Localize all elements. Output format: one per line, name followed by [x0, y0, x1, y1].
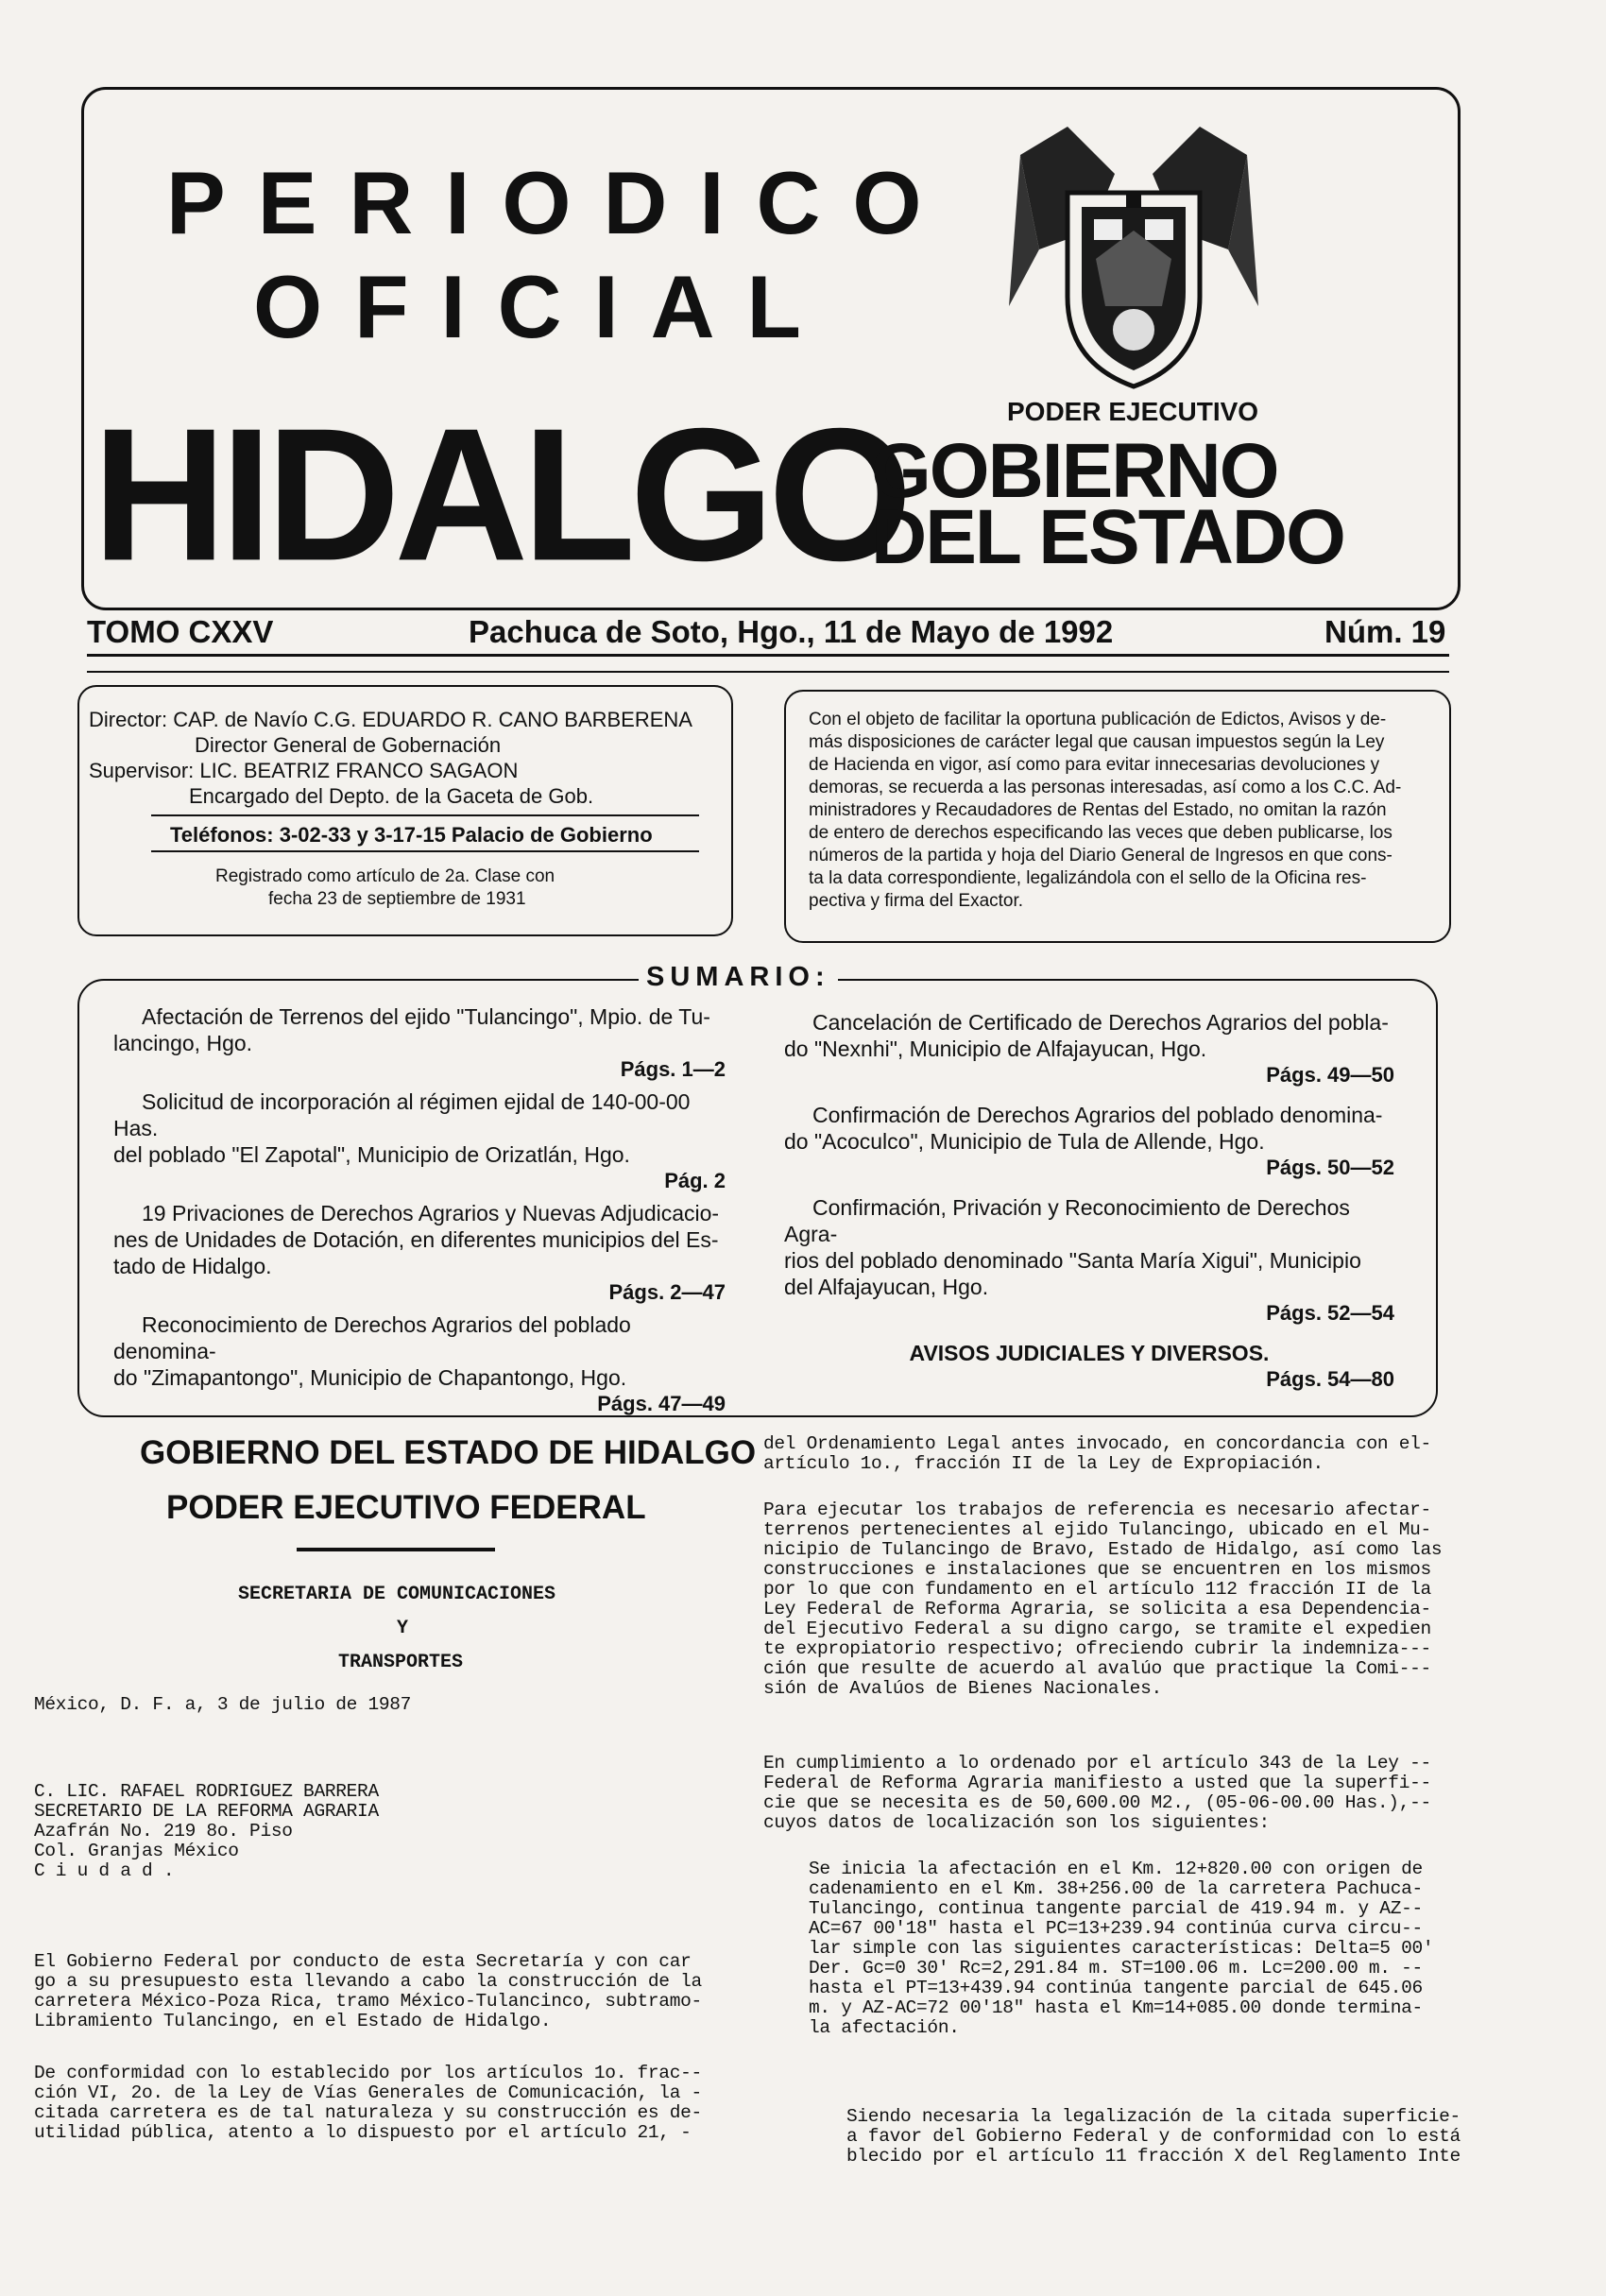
addressee-line: C. LIC. RAFAEL RODRIGUEZ BARRERA: [34, 1781, 379, 1802]
phones-line: Teléfonos: 3-02-33 y 3-17-15 Palacio de Gobierno: [170, 823, 653, 847]
sumario-pages: Págs. 50—52: [1266, 1156, 1394, 1179]
right-paragraph-1: [763, 1434, 1431, 1474]
text-line: Siendo necesaria la legalización de la citada superficie-: [846, 2106, 1461, 2127]
text-line: ción VI, 2o. de la Ley de Vías Generales de Comunicación, la -: [34, 2082, 702, 2103]
text-line: De conformidad con lo establecido por los artículos 1o. frac--: [34, 2063, 702, 2083]
notice-line: Con el objeto de facilitar la oportuna publicación de Edictos, Avisos y de-: [809, 710, 1387, 729]
notice-line: ta la data correspondiente, legalizándola con el sello de la Oficina res-: [809, 868, 1367, 888]
addressee-line: C i u d a d .: [34, 1860, 175, 1881]
text-line: AC=67 00'18" hasta el PC=13+239.94 continúa curva circu--: [809, 1918, 1423, 1939]
notice-line: más disposiciones de carácter legal que causan impuestos según la Ley: [809, 732, 1385, 752]
sumario-entry-line: tado de Hidalgo.: [113, 1254, 272, 1278]
article-head-rule: [297, 1548, 495, 1551]
text-line: a favor del Gobierno Federal y de conformidad con lo está: [846, 2126, 1461, 2147]
text-line: lar simple con las siguientes características: Delta=5 00': [809, 1938, 1434, 1959]
supervisor-role: Encargado del Depto. de la Gaceta de Gob.: [189, 784, 594, 808]
sumario-left-column: [113, 1003, 726, 1423]
text-line: En cumplimiento a lo ordenado por el artículo 343 de la Ley --: [763, 1753, 1431, 1773]
sumario-entry-line: do "Nexnhi", Municipio de Alfajayucan, Hgo.: [784, 1037, 1207, 1061]
notice-line: ministradores y Recaudadores de Rentas del Estado, no omitan la razón: [809, 800, 1387, 820]
sumario-entry: [784, 1340, 1394, 1393]
sumario-entry-line: Reconocimiento de Derechos Agrarios del poblado denomina-: [113, 1312, 631, 1363]
sumario-entry-line: rios del poblado denominado "Santa María Xigui", Municipio: [784, 1248, 1361, 1273]
del-estado-label: DEL ESTADO: [871, 494, 1344, 580]
text-line: cadenamiento en el Km. 38+256.00 de la carretera Pachuca-: [809, 1878, 1423, 1899]
text-line: terrenos pertenecientes al ejido Tulancingo, ubicado en el Mu-: [763, 1519, 1431, 1540]
sumario-entry-line: Solicitud de incorporación al régimen ejidal de 140-00-00 Has.: [113, 1089, 691, 1140]
text-line: del Ordenamiento Legal antes invocado, en concordancia con el-: [763, 1433, 1431, 1454]
gobierno-label: GOBIERNO: [871, 428, 1278, 514]
title-hidalgo: HIDALGO: [93, 388, 907, 601]
notice-text: [809, 709, 1444, 913]
issue-rule: [87, 654, 1449, 657]
sumario-entry: [113, 1088, 726, 1194]
state-coat-of-arms-icon: [1001, 117, 1266, 391]
sumario-entry: [113, 1003, 726, 1083]
sumario-pages: Págs. 1—2: [620, 1057, 726, 1081]
text-line: El Gobierno Federal por conducto de esta Secretaría y con car: [34, 1951, 692, 1972]
title-periodico: PERIODICO: [166, 153, 954, 252]
sumario-heading: SUMARIO:: [639, 962, 838, 993]
sumario-entry-line: del Alfajayucan, Hgo.: [784, 1275, 989, 1299]
text-line: ción que resulte de acuerdo al avalúo que practique la Comi---: [763, 1658, 1431, 1679]
sumario-entry: [784, 1194, 1394, 1327]
text-line: citada carretera es de tal naturaleza y su construcción es de-: [34, 2102, 702, 2123]
addressee-line: Azafrán No. 219 8o. Piso: [34, 1821, 293, 1842]
text-line: Libramiento Tulancingo, en el Estado de Hidalgo.: [34, 2011, 552, 2031]
addressee-line: SECRETARIO DE LA REFORMA AGRARIA: [34, 1801, 379, 1822]
staff-rule: [151, 814, 699, 816]
addressee-block: [34, 1782, 379, 1881]
sumario-entry: [113, 1311, 726, 1417]
text-line: Se inicia la afectación en el Km. 12+820.00 con origen de: [809, 1859, 1423, 1879]
supervisor-line: Supervisor: LIC. BEATRIZ FRANCO SAGAON: [89, 759, 519, 782]
secretaria-line-3: TRANSPORTES: [338, 1652, 464, 1673]
text-line: sión de Avalúos de Bienes Nacionales.: [763, 1678, 1162, 1699]
text-line: la afectación.: [809, 2017, 960, 2038]
right-paragraph-4: [809, 1859, 1433, 2038]
issue-rule-thin: [87, 671, 1449, 673]
issue-number: Núm. 19: [1324, 614, 1446, 649]
text-line: m. y AZ-AC=72 00'18" hasta el Km=14+085.00 donde termina-: [809, 1997, 1423, 2018]
text-line: Federal de Reforma Agraria manifiesto a usted que la superfi--: [763, 1773, 1431, 1793]
text-line: Para ejecutar los trabajos de referencia es necesario afectar-: [763, 1499, 1431, 1520]
text-line: carretera México-Poza Rica, tramo México-Tulancinco, subtramo-: [34, 1991, 702, 2012]
letter-date: México, D. F. a, 3 de julio de 1987: [34, 1694, 412, 1715]
staff-rule-2: [151, 850, 699, 852]
sumario-right-column: [784, 1009, 1394, 1406]
sumario-entry-line: nes de Unidades de Dotación, en diferentes municipios del Es-: [113, 1227, 719, 1252]
left-paragraph-2: [34, 2064, 702, 2143]
director-role: Director General de Gobernación: [195, 733, 502, 757]
title-oficial: OFICIAL: [253, 257, 833, 356]
text-line: cie que se necesita es de 50,600.00 M2., (05-06-00.00 Has.),--: [763, 1792, 1431, 1813]
sumario-entry-line: Cancelación de Certificado de Derechos Agrarios del pobla-: [812, 1010, 1389, 1035]
sumario-entry-line: del poblado "El Zapotal", Municipio de Orizatlán, Hgo.: [113, 1142, 630, 1167]
sumario-entry-line: Afectación de Terrenos del ejido "Tulancingo", Mpio. de Tu-: [142, 1004, 710, 1029]
text-line: te expropiatorio respectivo; ofreciendo cubrir la indemniza---: [763, 1638, 1431, 1659]
text-line: utilidad pública, atento a lo dispuesto por el artículo 21, -: [34, 2122, 692, 2143]
sumario-pages: Págs. 47—49: [597, 1392, 726, 1415]
article-head-gobierno: GOBIERNO DEL ESTADO DE HIDALGO: [140, 1434, 757, 1471]
sumario-pages: Págs. 54—80: [1266, 1367, 1394, 1391]
right-paragraph-2: [763, 1500, 1442, 1699]
notice-line: demoras, se recuerda a las personas interesadas, así como a los C.C. Ad-: [809, 778, 1402, 797]
addressee-line: Col. Granjas México: [34, 1841, 239, 1861]
sumario-entry-line: Confirmación, Privación y Reconocimiento de Derechos Agra-: [784, 1195, 1350, 1246]
sumario-pages: Págs. 52—54: [1266, 1301, 1394, 1325]
director-line: Director: CAP. de Navío C.G. EDUARDO R. CANO BARBERENA: [89, 708, 692, 731]
text-line: construcciones e instalaciones que se encuentren en los mismos: [763, 1559, 1431, 1580]
text-line: Tulancingo, continua tangente parcial de 419.94 m. y AZ--: [809, 1898, 1423, 1919]
text-line: por lo que con fundamento en el artículo 112 fracción II de la: [763, 1579, 1431, 1600]
sumario-pages: Pág. 2: [664, 1169, 726, 1192]
sumario-entry-line: do "Zimapantongo", Municipio de Chapantongo, Hgo.: [113, 1365, 627, 1390]
tomo-label: TOMO CXXV: [87, 614, 274, 649]
registered-line-1: Registrado como artículo de 2a. Clase con: [215, 866, 555, 886]
sumario-entry: [113, 1200, 726, 1306]
branch-label: PODER EJECUTIVO: [1007, 397, 1259, 426]
sumario-pages: Págs. 49—50: [1266, 1063, 1394, 1087]
notice-line: pectiva y firma del Exactor.: [809, 891, 1024, 911]
sumario-entry-line: lancingo, Hgo.: [113, 1031, 253, 1055]
text-line: go a su presupuesto esta llevando a cabo la construcción de la: [34, 1971, 702, 1992]
sumario-entry: [784, 1009, 1394, 1088]
secretaria-line-1: SECRETARIA DE COMUNICACIONES: [238, 1584, 556, 1605]
issue-date: Pachuca de Soto, Hgo., 11 de Mayo de 1992: [469, 614, 1114, 649]
sumario-entry-line: Confirmación de Derechos Agrarios del poblado denomina-: [812, 1103, 1383, 1127]
sumario-pages: Págs. 2—47: [608, 1280, 726, 1304]
notice-line: números de la partida y hoja del Diario General de Ingresos en que cons-: [809, 846, 1392, 865]
sumario-entry: [784, 1102, 1394, 1181]
right-paragraph-5: [846, 2107, 1461, 2167]
text-line: artículo 1o., fracción II de la Ley de Expropiación.: [763, 1453, 1324, 1474]
sumario-entry-line: do "Acoculco", Municipio de Tula de Allende, Hgo.: [784, 1129, 1265, 1154]
sumario-entry-line: 19 Privaciones de Derechos Agrarios y Nuevas Adjudicacio-: [142, 1201, 720, 1225]
text-line: hasta el PT=13+439.94 continúa tangente parcial de 645.06: [809, 1978, 1423, 1998]
text-line: cuyos datos de localización son los siguientes:: [763, 1812, 1270, 1833]
notice-line: de entero de derechos especificando las veces que deben publicarse, los: [809, 823, 1392, 843]
text-line: Der. Gc=0 30' Rc=2,291.84 m. ST=100.06 m. Lc=200.00 m. --: [809, 1958, 1423, 1979]
sumario-entry-line: AVISOS JUDICIALES Y DIVERSOS.: [909, 1341, 1270, 1365]
registered-line-2: fecha 23 de septiembre de 1931: [268, 889, 526, 909]
text-line: del Ejecutivo Federal a su digno cargo, se tramite el expedien: [763, 1619, 1431, 1639]
secretaria-line-2: Y: [397, 1618, 409, 1639]
text-line: blecido por el artículo 11 fracción X del Reglamento Inte: [846, 2146, 1461, 2167]
notice-line: de Hacienda en vigor, así como para evitar innecesarias devoluciones y: [809, 755, 1380, 775]
right-paragraph-3: [763, 1754, 1431, 1833]
article-head-poder: PODER EJECUTIVO FEDERAL: [166, 1489, 646, 1526]
text-line: nicipio de Tulancingo de Bravo, Estado de Hidalgo, así como las: [763, 1539, 1443, 1560]
text-line: Ley Federal de Reforma Agraria, se solicita a esa Dependencia-: [763, 1599, 1431, 1619]
left-paragraph-1: [34, 1952, 702, 2031]
